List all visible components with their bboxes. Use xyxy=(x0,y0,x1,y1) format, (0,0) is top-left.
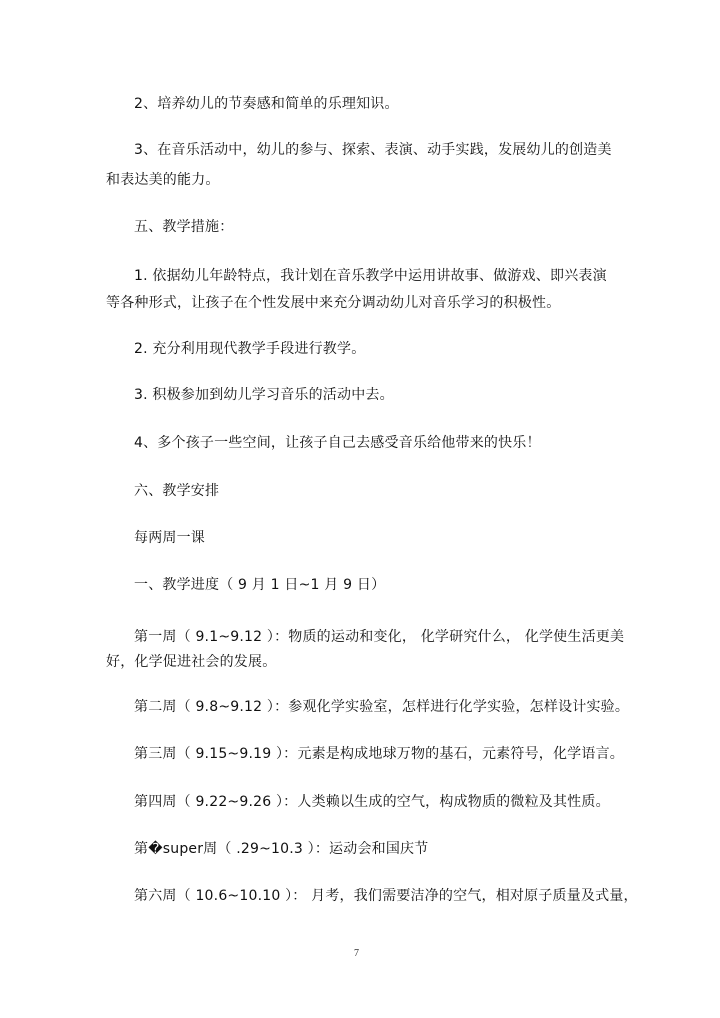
week-4: 第四周（ 9.22~9.26 ）：人类赖以生成的空气，构成物质的微粒及其性质。 xyxy=(134,794,610,810)
measure-1-line-1: 1. 依据幼儿年龄特点，我计划在音乐教学中运用讲故事、做游戏、即兴表演 xyxy=(134,268,607,284)
week-5: 第�super周（ .29~10.3 ）：运动会和国庆节 xyxy=(134,841,429,857)
objective-2: 2、培养幼儿的节奏感和简单的乐理知识。 xyxy=(134,96,399,112)
measure-1-line-2: 等各种形式，让孩子在个性发展中来充分调动幼儿对音乐学习的积极性。 xyxy=(106,295,561,311)
section-heading-measures: 五、教学措施： xyxy=(134,219,234,235)
objective-3-line-2: 和表达美的能力。 xyxy=(106,172,220,188)
measure-3: 3. 积极参加到幼儿学习音乐的活动中去。 xyxy=(134,387,394,403)
page-number: 7 xyxy=(354,948,359,959)
objective-3-line-1: 3、在音乐活动中，幼儿的参与、探索、表演、动手实践，发展幼儿的创造美 xyxy=(134,142,612,158)
week-6: 第六周（ 10.6~10.10 ）： 月考，我们需要洁净的空气，相对原子质量及式量， xyxy=(134,888,638,904)
measure-4: 4、多个孩子一些空间，让孩子自己去感受音乐给他带来的快乐！ xyxy=(134,435,541,451)
measure-2: 2. 充分利用现代教学手段进行教学。 xyxy=(134,341,366,357)
schedule-progress-heading: 一、教学进度（ 9 月 1 日~1 月 9 日） xyxy=(134,577,386,593)
week-2: 第二周（ 9.8~9.12 ）：参观化学实验室，怎样进行化学实验，怎样设计实验。 xyxy=(134,699,630,715)
week-3: 第三周（ 9.15~9.19 ）：元素是构成地球万物的基石，元素符号，化学语言。 xyxy=(134,746,624,762)
section-heading-schedule: 六、教学安排 xyxy=(134,483,220,499)
schedule-frequency: 每两周一课 xyxy=(134,530,205,546)
week-1-line-1: 第一周（ 9.1~9.12 ）：物质的运动和变化， 化学研究什么， 化学使生活更美 xyxy=(134,629,625,645)
week-1-line-2: 好，化学促进社会的发展。 xyxy=(106,654,277,670)
